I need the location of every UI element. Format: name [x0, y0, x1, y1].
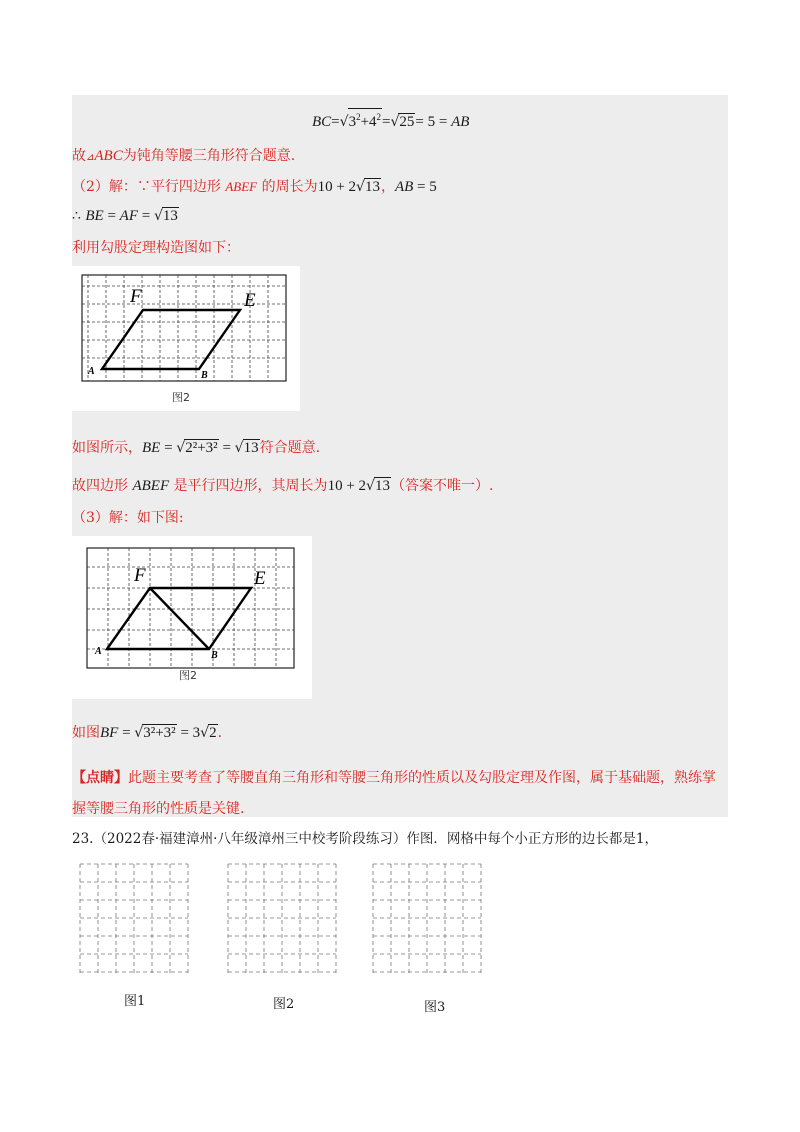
label-b: B: [201, 370, 208, 381]
key-point-line-2: 握等腰三角形的性质是关键.: [72, 801, 245, 817]
parallelogram-conclusion: 故四边形 ABEF 是平行四边形，其周长为10 + 2√13（答案不唯一）.: [72, 478, 494, 494]
label-e: E: [244, 290, 256, 311]
label-a: A: [95, 646, 102, 657]
key-point-line-1: 【点睛】此题主要考查了等腰直角三角形和等腰三角形的性质以及勾股定理及作图，属于基础题，熟练掌: [72, 770, 716, 786]
empty-grid-1: [76, 860, 196, 978]
sqrt-3-4: $3^2+4^2$: [348, 108, 382, 130]
label-b: B: [211, 650, 218, 661]
grid-figure-2: [72, 536, 312, 699]
label-e: E: [254, 568, 266, 589]
figure-parallelogram-1: [72, 266, 300, 411]
segment-bf: [150, 588, 209, 649]
parallelogram-abef: [102, 310, 240, 369]
empty-grid-2: [224, 860, 344, 978]
grid-caption-3: 图3: [424, 1000, 446, 1015]
bf-computation: 如图BF = √3²+3² = 3√2.: [72, 725, 223, 741]
equation-bc: $BC=√3^2+4^2=√25= 5$ = AB: [312, 108, 469, 132]
construct-text: 利用勾股定理构造图如下：: [72, 240, 240, 256]
grid-caption-1: 图1: [124, 994, 146, 1009]
label-f: F: [130, 286, 142, 307]
conclusion-abc: 故⊿ABC为钝角等腰三角形符合题意.: [72, 148, 296, 164]
question-23: [72, 829, 658, 849]
figure-caption: 图2: [172, 391, 190, 404]
grid-caption-2: 图2: [273, 997, 295, 1012]
question-text: （2022春·福建漳州·八年级漳州三中校考阶段练习）作图．网格中每个小正方形的边长都是1，: [93, 831, 659, 847]
question-number: 23.: [72, 831, 94, 847]
label-a: A: [88, 366, 95, 377]
be-computation: 如图所示，BE = √2²+3² = √13符合题意.: [72, 440, 321, 456]
figure-parallelogram-2: [72, 536, 312, 699]
label-f: F: [134, 565, 146, 586]
grid-figure-1: [72, 266, 300, 411]
empty-grid-3: [369, 860, 489, 978]
be-af-equation: ∴ BE = AF = √13: [72, 208, 178, 224]
part2-statement: （2）解：∵平行四边形 ABEF 的周长为10 + 2√13，AB = 5: [72, 179, 437, 195]
solution-panel: [72, 95, 728, 817]
key-point-tag: 【点睛】: [72, 770, 128, 786]
figure-caption: 图2: [179, 669, 197, 682]
part3-heading: （3）解：如下图:: [72, 510, 184, 526]
